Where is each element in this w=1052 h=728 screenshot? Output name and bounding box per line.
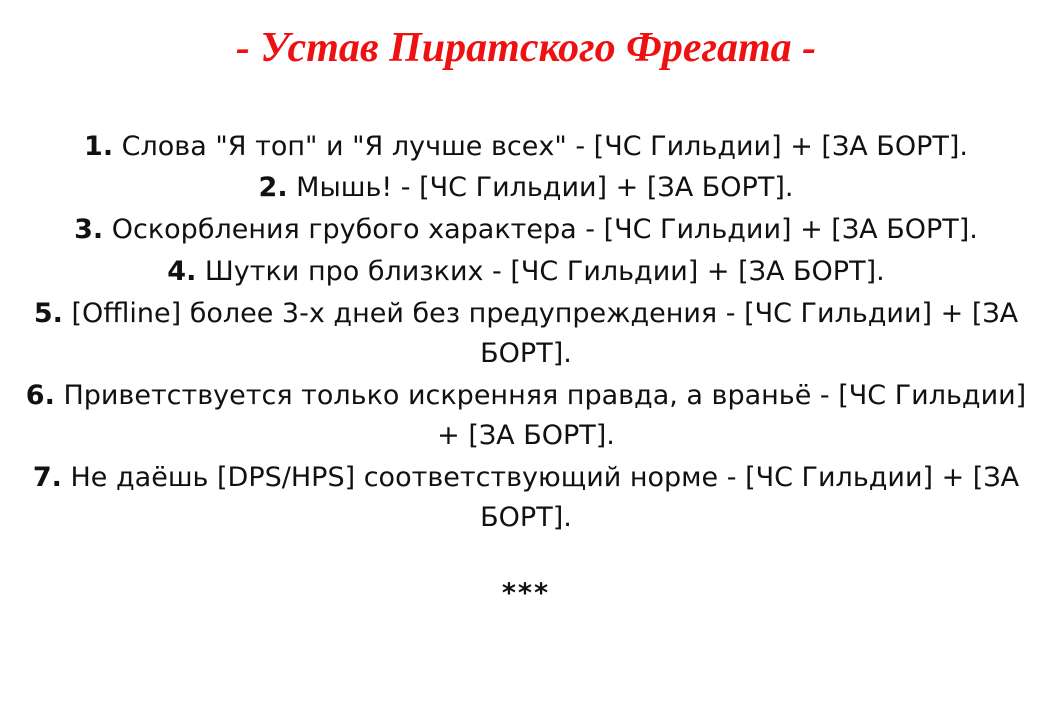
rule-number: 2.: [258, 172, 288, 204]
rule-text: Приветствуется только искренняя правда, а враньё - [ЧС Гильдии] + [ЗА БОРТ].: [63, 380, 1027, 452]
rule-text: [Offline] более 3-х дней без предупреждения - [ЧС Гильдии] + [ЗА БОРТ].: [71, 298, 1019, 370]
rule-number: 7.: [32, 462, 62, 494]
rule-text: Мышь! - [ЧС Гильдии] + [ЗА БОРТ].: [296, 172, 794, 204]
rule-number: 3.: [74, 214, 104, 246]
list-item: [14, 127, 1038, 167]
rules-list: [14, 127, 1038, 541]
list-item: [14, 210, 1038, 250]
footer-separator: ***: [501, 578, 551, 610]
rule-text: Оскорбления грубого характера - [ЧС Гильдии] + [ЗА БОРТ].: [111, 214, 978, 246]
rule-number: 5.: [33, 298, 63, 330]
rule-number: 1.: [84, 130, 114, 162]
list-item: [14, 252, 1038, 292]
list-item: [14, 168, 1038, 208]
rule-number: 4.: [167, 256, 197, 288]
rule-text: Не даёшь [DPS/HPS] соответствующий норме - [ЧС Гильдии] + [ЗА БОРТ].: [70, 462, 1020, 534]
rule-text: Слова "Я топ" и "Я лучше всех" - [ЧС Гильдии] + [ЗА БОРТ].: [121, 130, 968, 162]
rule-text: Шутки про близких - [ЧС Гильдии] + [ЗА БОРТ].: [204, 256, 885, 288]
list-item: [14, 376, 1038, 456]
list-item: [14, 294, 1038, 374]
page-title: - Устав Пиратского Фрегата -: [235, 25, 817, 71]
list-item: [14, 458, 1038, 538]
rule-number: 6.: [25, 380, 55, 412]
